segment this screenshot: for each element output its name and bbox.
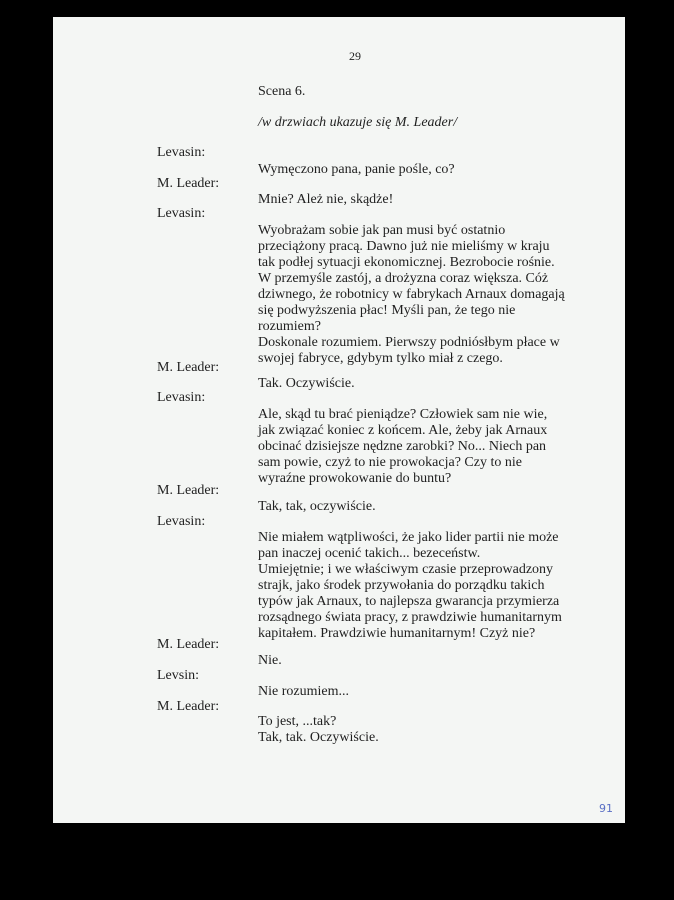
dialogue-line: W przemyśle zastój, a drożyzna coraz większa. Cóż (258, 271, 549, 286)
archive-stamp-mark: 91 (599, 802, 613, 815)
dialogue-line: To jest, ...tak? (258, 714, 337, 729)
dialogue-line: jak związać koniec z końcem. Ale, żeby jak Arnaux (258, 423, 548, 438)
dialogue-line: swojej fabryce, gdybym tylko miał z czego. (258, 351, 503, 366)
dialogue-line: Doskonale rozumiem. Pierwszy podniósłbym płace w (258, 335, 560, 350)
dialogue-block (258, 714, 568, 746)
dialogue-line: Tak. Oczywiście. (258, 376, 355, 391)
dialogue-block (258, 192, 568, 208)
dialogue-block (258, 653, 568, 669)
dialogue-line: dziwnego, że robotnicy w fabrykach Arnaux domagają (258, 287, 565, 302)
dialogue-line: tak podłej sytuacji ekonomicznej. Bezrobocie rośnie. (258, 255, 555, 270)
speaker-name: M. Leader: (157, 360, 220, 375)
page-number: 29 (349, 49, 361, 63)
dialogue-line: rozumiem? (258, 319, 321, 334)
dialogue-line: Wyobrażam sobie jak pan musi być ostatnio (258, 223, 506, 238)
speaker-name: M. Leader: (157, 637, 220, 652)
dialogue-block (258, 499, 568, 515)
speaker-name: M. Leader: (157, 176, 220, 191)
stage-direction: /w drzwiach ukazuje się M. Leader/ (258, 115, 458, 130)
speaker-name: Levasin: (157, 390, 206, 405)
dialogue-block (258, 684, 568, 700)
document-page (53, 17, 625, 823)
dialogue-block (258, 223, 568, 367)
dialogue-line: kapitałem. Prawdziwie humanitarnym! Czyż nie? (258, 626, 536, 641)
dialogue-line: Mnie? Ależ nie, skądże! (258, 192, 394, 207)
dialogue-block (258, 530, 568, 642)
speaker-name: Levasin: (157, 145, 206, 160)
dialogue-line: się podwyższenia płac! Myśli pan, że tego nie (258, 303, 516, 318)
dialogue-line: obcinać dzisiejsze nędzne zarobki? No... Niech pan (258, 439, 547, 454)
dialogue-line: rozsądnego świata pracy, z prawdziwie humanitarnym (258, 610, 562, 625)
dialogue-line: sam powie, czyż to nie prowokacja? Czy to nie (258, 455, 522, 470)
speaker-name: Levasin: (157, 206, 206, 221)
dialogue-line: Tak, tak, oczywiście. (258, 499, 376, 514)
dialogue-line: Tak, tak. Oczywiście. (258, 730, 379, 745)
speaker-name: M. Leader: (157, 699, 220, 714)
dialogue-block (258, 407, 568, 487)
dialogue-line: pan inaczej ocenić takich... bezeceństw. (258, 546, 481, 561)
dialogue-line: Ale, skąd tu brać pieniądze? Człowiek sam nie wie, (258, 407, 548, 422)
dialogue-block (258, 376, 568, 392)
speaker-name: Levasin: (157, 514, 206, 529)
dialogue-line: typów jak Arnaux, to najlepsza gwarancja przymierza (258, 594, 560, 609)
speaker-name: M. Leader: (157, 483, 220, 498)
dialogue-block (258, 162, 568, 178)
dialogue-line: Wymęczono pana, panie pośle, co? (258, 162, 455, 177)
dialogue-line: Umiejętnie; i we właściwym czasie przeprowadzony (258, 562, 554, 577)
dialogue-line: przeciążony pracą. Dawno już nie mieliśmy w kraju (258, 239, 550, 254)
dialogue-line: Nie rozumiem... (258, 684, 349, 699)
dialogue-line: wyraźne prowokowanie do buntu? (258, 471, 452, 486)
speaker-name: Levsin: (157, 668, 199, 683)
dialogue-line: strajk, jako środek przywołania do porządku takich (258, 578, 545, 593)
scene-title: Scena 6. (258, 84, 306, 99)
dialogue-line: Nie miałem wątpliwości, że jako lider partii nie może (258, 530, 559, 545)
dialogue-line: Nie. (258, 653, 282, 668)
